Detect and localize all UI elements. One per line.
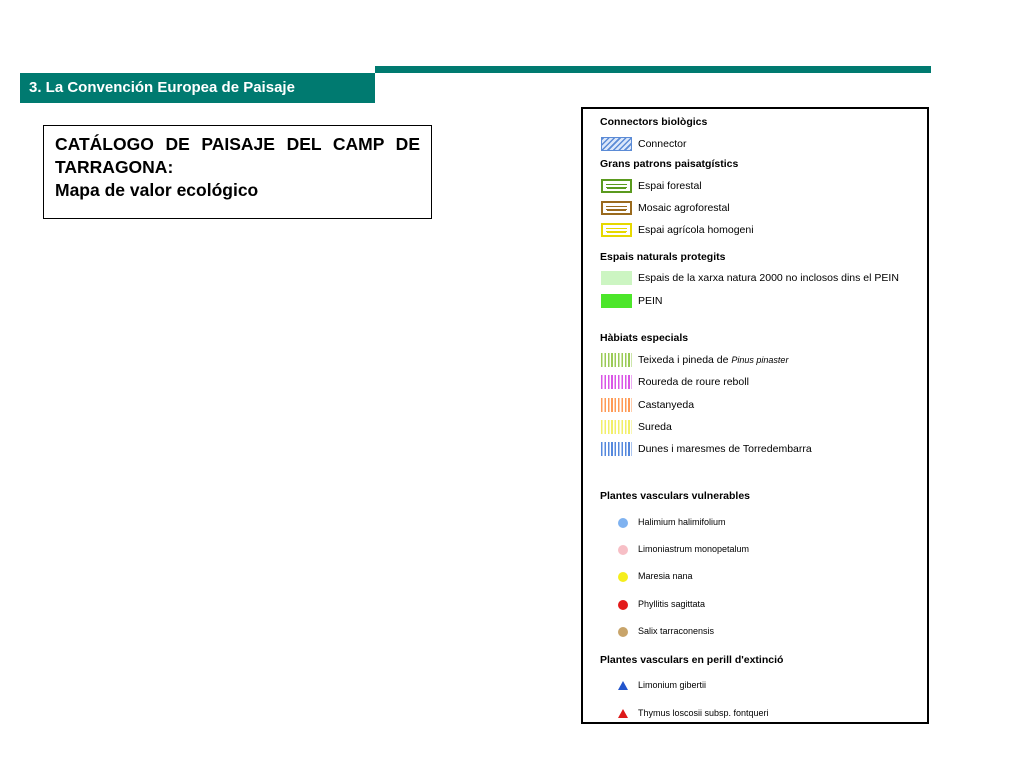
legend-swatch-mosaic-agroforestal [601, 201, 632, 215]
legend-label-roureda: Roureda de roure reboll [638, 376, 749, 388]
legend-label-castanyeda: Castanyeda [638, 399, 695, 411]
legend-swatch-sureda [601, 420, 632, 434]
legend-label-espai-agricola: Espai agrícola homogeni [638, 224, 754, 236]
triangle-icon [618, 709, 628, 718]
legend-heading-perill: Plantes vasculars en perill d'extinció [600, 654, 784, 666]
title-line-2: TARRAGONA: [55, 157, 174, 177]
circle-icon [618, 627, 628, 637]
legend-swatch-castanyeda [601, 398, 632, 412]
legend-heading-connectors: Connectors biològics [600, 116, 708, 128]
legend-swatch-dunes [601, 442, 632, 456]
circle-icon [618, 518, 628, 528]
circle-icon [618, 545, 628, 555]
legend-label-maresia: Maresia nana [638, 571, 693, 581]
legend-heading-vulnerables: Plantes vasculars vulnerables [600, 490, 750, 502]
swatch-inner-lines [606, 206, 627, 210]
legend-swatch-roureda [601, 375, 632, 389]
legend-label-phyllitis: Phyllitis sagittata [638, 599, 706, 609]
legend-label-halimium: Halimium halimifolium [638, 517, 726, 527]
legend-swatch-espai-forestal [601, 179, 632, 193]
legend-label-connector: Connector [638, 138, 687, 150]
slide-title-box [43, 125, 432, 219]
legend-label-sureda: Sureda [638, 421, 672, 433]
legend-label-espai-forestal: Espai forestal [638, 180, 702, 192]
legend-swatch-teixeda [601, 353, 632, 367]
legend-label-pein: PEIN [638, 295, 663, 307]
circle-icon [618, 572, 628, 582]
legend-label-dunes: Dunes i maresmes de Torredembarra [638, 443, 812, 455]
legend-label-thymus: Thymus loscosii subsp. fontqueri [638, 708, 769, 718]
circle-icon [618, 600, 628, 610]
legend-label-salix: Salix tarraconensis [638, 626, 715, 636]
triangle-icon [618, 681, 628, 690]
header-accent-rule [375, 66, 931, 73]
title-line-1: CATÁLOGO DE PAISAJE DEL CAMP DE [55, 134, 420, 154]
legend-heading-patrons: Grans patrons paisatgístics [600, 158, 739, 170]
legend-swatch-espai-agricola [601, 223, 632, 237]
legend-label-natura-2000: Espais de la xarxa natura 2000 no inclosos dins el PEIN [638, 272, 899, 284]
swatch-inner-lines [606, 184, 627, 188]
legend-swatch-natura-2000 [601, 271, 632, 285]
section-title: 3. La Convención Europea de Paisaje [20, 73, 375, 103]
map-legend [581, 107, 929, 724]
legend-swatch-connector [601, 137, 632, 151]
legend-swatch-pein [601, 294, 632, 308]
legend-heading-espais: Espais naturals protegits [600, 251, 726, 263]
legend-label-teixeda: Teixeda i pineda de Pinus pinaster [638, 354, 789, 366]
legend-label-limonium: Limonium gibertii [638, 680, 707, 690]
legend-heading-habitats: Hàbiats especials [600, 332, 689, 344]
swatch-inner-lines [606, 228, 627, 232]
title-line-3: Mapa de valor ecológico [55, 180, 259, 200]
legend-label-teixeda-species: Pinus pinaster [731, 355, 789, 365]
legend-label-mosaic-agroforestal: Mosaic agroforestal [638, 202, 730, 214]
legend-label-limoniastrum: Limoniastrum monopetalum [638, 544, 750, 554]
